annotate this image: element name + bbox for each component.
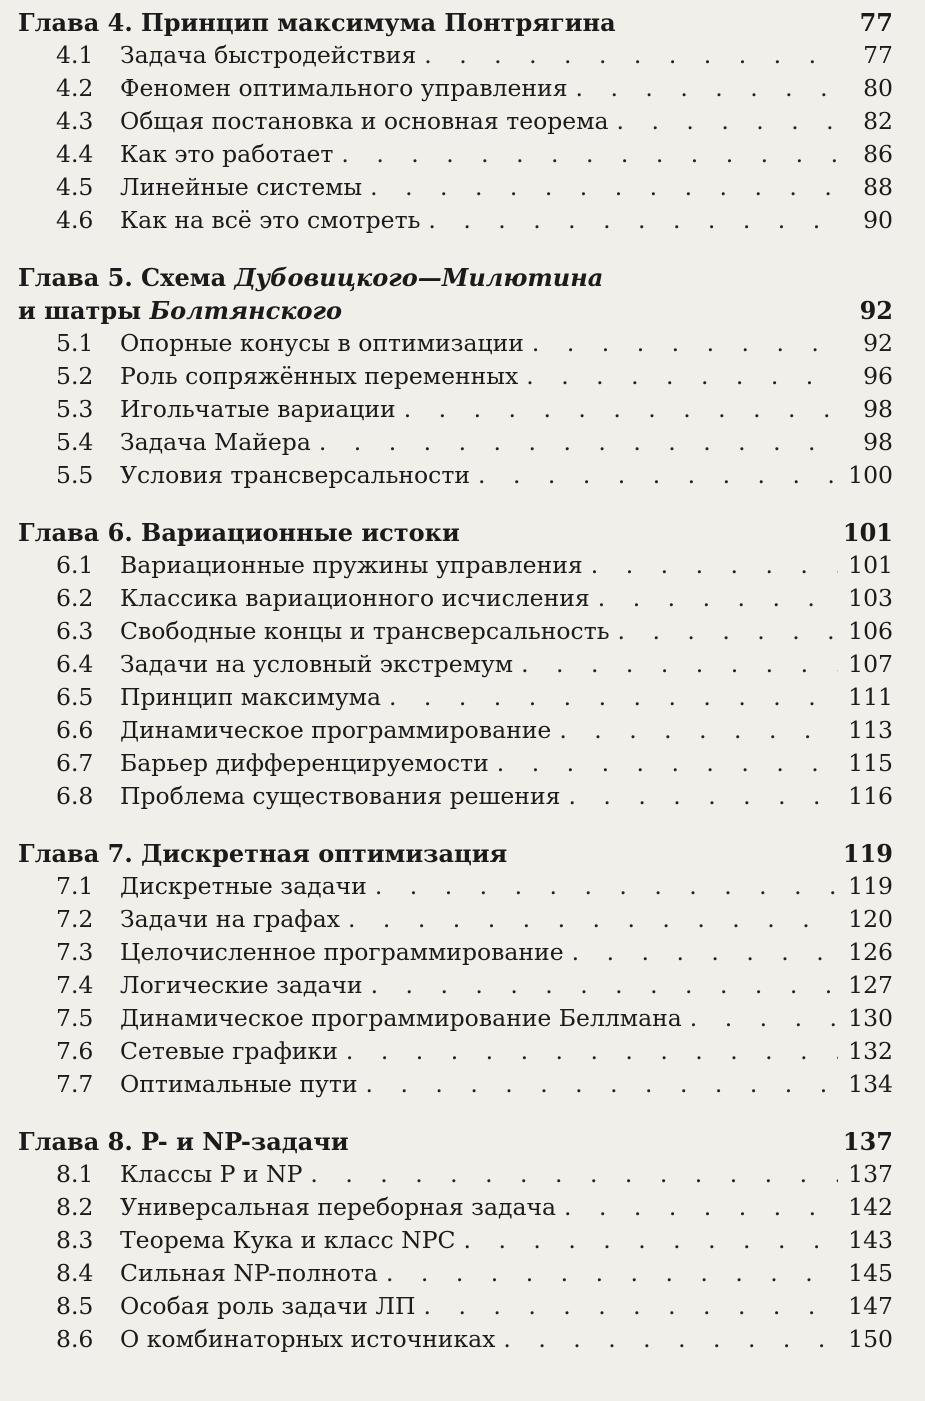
dot-leader [598,582,838,615]
section-entry [18,459,893,492]
section-page-number: 119 [848,872,893,900]
section-page-number: 127 [848,971,893,999]
section-page-number: 101 [848,551,893,579]
dot-leader [576,72,841,105]
section-title: Как это работает [120,140,334,168]
section-page-number: 143 [848,1226,893,1254]
section-page-number: 90 [863,206,893,234]
section-entry [18,204,893,237]
section-page-number: 150 [848,1325,893,1353]
section-entry [18,969,893,1002]
chapter-title-italic: Болтянского [149,296,343,325]
section-title: Как на всё это смотреть [120,206,421,234]
dot-leader [572,936,839,969]
section-number: 6.2 [56,584,94,612]
section-number: 8.4 [56,1259,94,1287]
section-number: 8.3 [56,1226,94,1254]
dot-leader [346,1035,838,1068]
dot-leader [568,780,838,813]
dot-leader [375,870,838,903]
section-page-number: 137 [848,1160,893,1188]
section-page-number: 107 [848,650,893,678]
section-number: 6.7 [56,749,94,777]
dot-leader [591,549,838,582]
section-entry [18,1158,893,1191]
chapter-title: Глава 4. Принцип максимума Понтрягина [18,8,616,37]
section-entry [18,393,893,426]
section-entry [18,1257,893,1290]
chapter-title: Глава 6. Вариационные истоки [18,518,460,547]
section-entry [18,582,893,615]
section-page-number: 98 [863,395,893,423]
section-title: Классика вариационного исчисления [120,584,590,612]
section-number: 4.4 [56,140,94,168]
section-entry [18,1002,893,1035]
section-title: Условия трансверсальности [120,461,470,489]
chapter-title [18,261,843,327]
section-entry [18,615,893,648]
section-list [18,39,893,237]
section-page-number: 100 [848,461,893,489]
chapter-7 [18,837,893,1101]
section-entry [18,936,893,969]
section-title: Универсальная переборная задача [120,1193,557,1221]
section-page-number: 147 [848,1292,893,1320]
dot-leader [319,426,841,459]
section-number: 8.2 [56,1193,94,1221]
chapter-4 [18,6,893,237]
section-page-number: 130 [848,1004,893,1032]
section-number: 7.1 [56,872,94,900]
chapter-title-line-1 [18,263,603,292]
chapter-heading [18,6,893,39]
section-number: 6.3 [56,617,94,645]
section-number: 5.5 [56,461,94,489]
section-entry [18,549,893,582]
section-title: Вариационные пружины управления [120,551,583,579]
section-title: Дискретные задачи [120,872,367,900]
section-number: 8.1 [56,1160,94,1188]
section-page-number: 77 [863,41,893,69]
section-title: Свободные концы и трансверсальность [120,617,610,645]
section-page-number: 111 [848,683,893,711]
section-entry [18,1191,893,1224]
section-entry [18,105,893,138]
chapter-title-text: и шатры [18,296,150,325]
section-page-number: 134 [848,1070,893,1098]
dot-leader [348,903,838,936]
section-number: 5.2 [56,362,94,390]
section-number: 4.5 [56,173,94,201]
dot-leader [366,1068,839,1101]
section-title: Феномен оптимального управления [120,74,568,102]
section-entry [18,1290,893,1323]
section-page-number: 98 [863,428,893,456]
section-number: 6.8 [56,782,94,810]
section-list [18,1158,893,1356]
section-number: 7.7 [56,1070,94,1098]
section-entry [18,1035,893,1068]
section-number: 6.4 [56,650,94,678]
chapter-heading [18,837,893,870]
section-title: Линейные системы [120,173,363,201]
section-title: Классы P и NP [120,1160,303,1188]
section-page-number: 120 [848,905,893,933]
chapter-page-number: 119 [842,839,893,868]
section-page-number: 88 [863,173,893,201]
section-entry [18,903,893,936]
section-entry [18,1323,893,1356]
section-page-number: 92 [863,329,893,357]
section-title: Принцип максимума [120,683,381,711]
section-page-number: 96 [863,362,893,390]
section-number: 5.3 [56,395,94,423]
dot-leader [532,327,841,360]
section-title: Задачи на графах [120,905,340,933]
chapter-heading [18,1125,893,1158]
section-number: 7.5 [56,1004,94,1032]
section-page-number: 82 [863,107,893,135]
section-number: 7.2 [56,905,94,933]
section-title: Задача быстродействия [120,41,417,69]
section-title: Динамическое программирование [120,716,552,744]
dot-leader [690,1002,838,1035]
section-entry [18,648,893,681]
section-title: О комбинаторных источниках [120,1325,496,1353]
section-list [18,549,893,813]
dot-leader [478,459,838,492]
chapter-page-number: 77 [859,8,893,37]
chapter-title: Глава 8. P- и NP-задачи [18,1127,349,1156]
dot-leader [424,39,841,72]
dot-leader [389,681,838,714]
section-number: 6.5 [56,683,94,711]
section-title: Общая постановка и основная теорема [120,107,609,135]
section-title: Оптимальные пути [120,1070,358,1098]
section-page-number: 86 [863,140,893,168]
section-entry [18,426,893,459]
section-number: 4.3 [56,107,94,135]
chapter-page-number: 92 [859,296,893,325]
chapter-page-number: 101 [842,518,893,547]
section-entry [18,714,893,747]
chapter-6 [18,516,893,813]
section-entry [18,360,893,393]
dot-leader [428,204,841,237]
section-title: Барьер дифференцируемости [120,749,489,777]
chapter-title: Глава 7. Дискретная оптимизация [18,839,508,868]
chapter-5 [18,261,893,492]
section-number: 7.4 [56,971,94,999]
chapter-8 [18,1125,893,1356]
section-title: Сетевые графики [120,1037,338,1065]
section-entry [18,681,893,714]
section-title: Теорема Кука и класс NPC [120,1226,456,1254]
dot-leader [497,747,838,780]
section-number: 8.5 [56,1292,94,1320]
section-entry [18,870,893,903]
section-title: Целочисленное программирование [120,938,564,966]
dot-leader [464,1224,839,1257]
dot-leader [618,615,839,648]
section-page-number: 145 [848,1259,893,1287]
dot-leader [310,1158,838,1191]
chapter-heading [18,261,893,327]
section-number: 4.1 [56,41,94,69]
section-page-number: 142 [848,1193,893,1221]
chapter-title-line-2 [18,294,843,327]
dot-leader [371,969,839,1002]
section-page-number: 103 [848,584,893,612]
section-title: Опорные конусы в оптимизации [120,329,524,357]
section-page-number: 106 [848,617,893,645]
chapter-title-text: Глава 5. Схема [18,263,235,292]
section-title: Особая роль задачи ЛП [120,1292,416,1320]
dot-leader [521,648,838,681]
section-number: 5.1 [56,329,94,357]
table-of-contents [18,6,893,1356]
section-title: Сильная NP-полнота [120,1259,378,1287]
section-entry [18,780,893,813]
section-entry [18,138,893,171]
section-page-number: 115 [848,749,893,777]
dot-leader [341,138,841,171]
section-number: 7.6 [56,1037,94,1065]
dot-leader [526,360,841,393]
dot-leader [564,1191,838,1224]
section-title: Задача Майера [120,428,311,456]
section-title: Задачи на условный экстремум [120,650,514,678]
section-number: 6.6 [56,716,94,744]
section-number: 5.4 [56,428,94,456]
section-number: 6.1 [56,551,94,579]
section-page-number: 116 [848,782,893,810]
section-page-number: 132 [848,1037,893,1065]
section-page-number: 113 [848,716,893,744]
section-title: Логические задачи [120,971,363,999]
section-page-number: 126 [848,938,893,966]
dot-leader [404,393,841,426]
section-number: 4.6 [56,206,94,234]
section-list [18,327,893,492]
section-entry [18,747,893,780]
section-number: 7.3 [56,938,94,966]
section-title: Роль сопряжённых переменных [120,362,519,390]
section-list [18,870,893,1101]
dot-leader [503,1323,838,1356]
section-entry [18,1224,893,1257]
section-entry [18,39,893,72]
chapter-heading [18,516,893,549]
dot-leader [386,1257,838,1290]
section-entry [18,72,893,105]
section-number: 8.6 [56,1325,94,1353]
section-title: Игольчатые вариации [120,395,396,423]
chapter-page-number: 137 [842,1127,893,1156]
dot-leader [424,1290,839,1323]
section-entry [18,1068,893,1101]
section-number: 4.2 [56,74,94,102]
section-entry [18,171,893,204]
section-title: Проблема существования решения [120,782,561,810]
section-entry [18,327,893,360]
dot-leader [559,714,838,747]
dot-leader [370,171,841,204]
dot-leader [617,105,841,138]
section-title: Динамическое программирование Беллмана [120,1004,682,1032]
chapter-title-italic: Дубовицкого—Милютина [234,263,604,292]
section-page-number: 80 [863,74,893,102]
